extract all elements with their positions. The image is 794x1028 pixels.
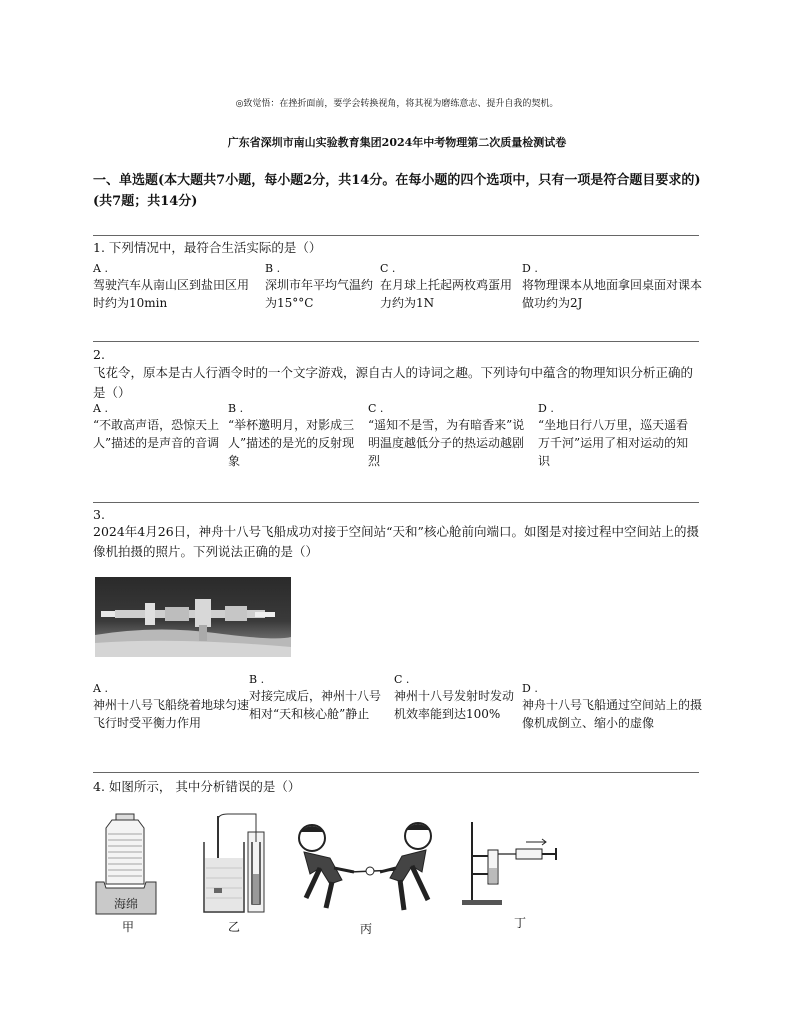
option-a[interactable] [93,402,225,452]
option-b[interactable] [249,673,389,723]
option-text: 深圳市年平均气温约为15°°C [265,278,374,310]
option-text: 神舟十八号飞船通过空间站上的摄像机成倒立、缩小的虚像 [522,698,703,730]
exam-title: 广东省深圳市南山实验教育集团2024年中考物理第二次质量检测试卷 [227,136,567,149]
option-a[interactable] [93,262,258,312]
option-d[interactable] [522,262,702,312]
figure-label-yi: 乙 [227,920,240,934]
option-text: “坐地日行八万里，巡天遥看万千河”运用了相对运动的知识 [538,418,689,468]
option-text: 神州十八号发射时发动机效率能到达100% [394,689,515,721]
option-label: C . [368,402,384,415]
question-4-stem [93,777,703,797]
option-b[interactable] [228,402,362,470]
option-text: 神州十八号飞船绕着地球匀速飞行时受平衡力作用 [93,698,250,730]
figure-label-jia: 甲 [121,920,134,934]
option-label: A . [93,402,108,415]
question-1-stem [93,238,703,258]
option-d[interactable] [522,682,702,732]
question-number: 1. [93,240,105,255]
section-heading: 一、单选题(本大题共7小题，每小题2分，共14分。在每小题的四个选项中，只有一项是符合题目要求的)(共7题；共14分) [93,173,701,209]
option-c[interactable] [380,262,518,312]
divider [93,341,699,342]
option-text: 将物理课本从地面拿回桌面对课本做功约为2J [522,278,703,310]
divider [93,235,699,236]
divider [93,772,699,773]
question-3-number: 3. [93,507,105,522]
syringe-apparatus-figure [458,818,562,908]
option-b[interactable] [265,262,377,312]
option-text: “不敢高声语，恐惊天上人”描述的是声音的音调 [93,418,220,450]
option-c[interactable] [394,673,520,723]
divider [93,502,699,503]
sponge-label: 海绵 [113,897,139,911]
pressure-gauge-figure [198,812,270,916]
option-label: D . [522,262,538,275]
option-text: “遥知不是雪，为有暗香来”说明温度越低分子的热运动越剧烈 [368,418,525,468]
option-text: 在月球上托起两枚鸡蛋用力约为1N [380,278,513,310]
option-a[interactable] [93,682,249,732]
question-3-stem: 2024年4月26日，神舟十八号飞船成功对接于空间站“天和”核心舱前向端口。如图是对接过程中空间站上的摄像机拍摄的照片。下列说法正确的是（） [93,524,699,559]
option-text: 对接完成后，神州十八号相对“天和核心舱”静止 [249,689,382,721]
option-text: 驾驶汽车从南山区到盐田区用时约为10min [93,278,250,310]
option-label: A . [93,682,108,695]
option-label: D . [538,402,554,415]
option-label: D . [522,682,538,695]
question-text: 下列情况中，最符合生活实际的是（） [108,240,322,255]
question-2-stem: 飞花令，原本是古人行酒令时的一个文字游戏，源自古人的诗词之趣。下列诗句中蕴含的物理知识分析正确的是（） [93,365,694,400]
option-d[interactable] [538,402,700,470]
question-text: 如图所示， 其中分析错误的是（） [108,779,301,794]
option-label: A . [93,262,108,275]
option-text: “举杯邀明月，对影成三人”描述的是光的反射现象 [228,418,355,468]
question-2-number: 2. [93,347,105,362]
space-station-photo [95,577,291,657]
option-label: B . [265,262,281,275]
option-label: C . [394,673,410,686]
figure-label-ding: 丁 [513,916,526,930]
bottle-on-sponge-figure [94,812,166,916]
tug-of-war-figure [290,818,444,916]
figure-label-bing: 丙 [359,922,372,936]
question-number: 4. [93,779,105,794]
option-c[interactable] [368,402,534,470]
option-label: C . [380,262,396,275]
option-label: B . [228,402,244,415]
motto-line: ◎致觉悟：在挫折面前，要学会转换视角，将其视为磨练意志、提升自我的契机。 [235,99,559,109]
option-label: B . [249,673,265,686]
